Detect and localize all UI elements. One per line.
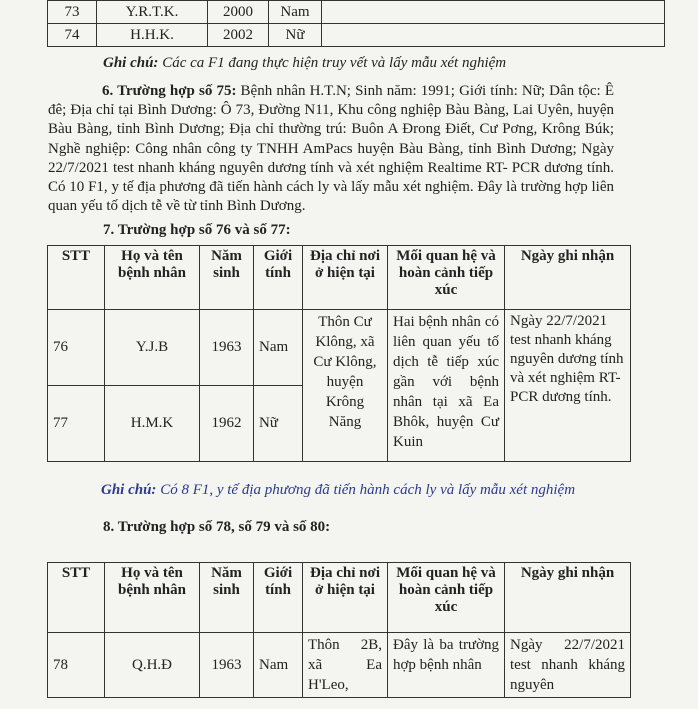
table-row: [48, 310, 631, 386]
case-75-title: 6. Trường hợp số 75:: [102, 83, 237, 99]
cell-name: H.H.K.: [97, 24, 208, 47]
case-75-text: Bệnh nhân H.T.N; Sinh năm: 1991; Giới tính: Nữ; Dân tộc: Ê đê; Địa chỉ tại Bình Dương: Ô 73, Đường N11, Khu công nghiệp Bàu Bàng, Lai Uyên, huyện Bàu Bàng, tỉnh Bình Dương; Địa chỉ thường trú: Buôn A Đrong Điết, Cư Pơng, Krông Búk; Nghề nghiệp: Công nhân công ty TNHH AmPacs huyện Bàu Bàng, tỉnh Bình Dương; Ngày 22/7/2021 test nhanh kháng nguyên dương tính và xét nghiệm Realtime RT- PCR dương tính. Có 10 F1, y tế địa phương đã tiến hành cách ly và lấy mẫu xét nghiệm. Đây là trường hợp liên quan yếu tố dịch tễ về từ tỉnh Bình Dương.: [48, 83, 614, 215]
note-text: Các ca F1 đang thực hiện truy vết và lấy mẫu xét nghiệm: [162, 55, 507, 71]
note-text: Có 8 F1, y tế địa phương đã tiến hành cách ly và lấy mẫu xét nghiệm: [160, 482, 576, 498]
cell-name: H.M.K: [105, 386, 200, 462]
cell-sex: Nữ: [269, 24, 322, 47]
cell-name: Q.H.Đ: [105, 633, 200, 698]
note-label: Ghi chú:: [103, 55, 159, 71]
cell-date: Ngày 22/7/2021 test nhanh kháng nguyên: [505, 633, 631, 698]
cell-sex: Nam: [254, 310, 303, 386]
table-header-row: [48, 563, 631, 633]
top-table: [47, 0, 665, 47]
cell-stt: 77: [48, 386, 105, 462]
header-year: Năm sinh: [200, 563, 254, 633]
cell-sex: Nam: [269, 1, 322, 24]
header-stt: STT: [48, 563, 105, 633]
cell-sex: Nữ: [254, 386, 303, 462]
table-row: [48, 24, 665, 47]
header-stt: STT: [48, 246, 105, 310]
header-name: Họ và tên bệnh nhân: [105, 563, 200, 633]
cell-relation: Đây là ba trường hợp bệnh nhân: [388, 633, 505, 698]
cell-date: Ngày 22/7/2021 test nhanh kháng nguyên dương tính và xét nghiệm RT- PCR dương tính.: [505, 310, 631, 462]
section-8-title: 8. Trường hợp số 78, số 79 và số 80:: [103, 519, 331, 535]
section-7-title: 7. Trường hợp số 76 và số 77:: [103, 222, 291, 238]
header-name: Họ và tên bệnh nhân: [105, 246, 200, 310]
cell-address: Thôn Cư Klông, xã Cư Klông, huyện Krông Năng: [303, 310, 388, 462]
cell-stt: 73: [48, 1, 97, 24]
header-address: Địa chỉ nơi ở hiện tại: [303, 563, 388, 633]
table-row: [48, 1, 665, 24]
cell-extra: [322, 1, 665, 24]
cell-address: Thôn 2B, xã Ea H'Leo,: [303, 633, 388, 698]
note-2: [101, 482, 575, 499]
table-case-78-80: [47, 562, 631, 698]
cell-stt: 78: [48, 633, 105, 698]
cell-year: 1963: [200, 633, 254, 698]
header-date: Ngày ghi nhận: [505, 563, 631, 633]
cell-year: 2000: [208, 1, 269, 24]
case-75-paragraph: [48, 82, 614, 216]
header-address: Địa chỉ nơi ở hiện tại: [303, 246, 388, 310]
table-header-row: [48, 246, 631, 310]
cell-year: 1963: [200, 310, 254, 386]
header-year: Năm sinh: [200, 246, 254, 310]
cell-sex: Nam: [254, 633, 303, 698]
cell-year: 2002: [208, 24, 269, 47]
header-date: Ngày ghi nhận: [505, 246, 631, 310]
cell-extra: [322, 24, 665, 47]
note-1: [103, 55, 506, 72]
header-relation: Mối quan hệ và hoàn cảnh tiếp xúc: [388, 246, 505, 310]
header-sex: Giới tính: [254, 563, 303, 633]
cell-name: Y.J.B: [105, 310, 200, 386]
cell-name: Y.R.T.K.: [97, 1, 208, 24]
cell-stt: 76: [48, 310, 105, 386]
cell-year: 1962: [200, 386, 254, 462]
header-relation: Mối quan hệ và hoàn cảnh tiếp xúc: [388, 563, 505, 633]
note-label: Ghi chú:: [101, 482, 157, 498]
header-sex: Giới tính: [254, 246, 303, 310]
cell-relation: Hai bệnh nhân có liên quan yếu tố dịch tễ tiếp xúc gần với bệnh nhân tại xã Ea Bhôk, huyện Cư Kuin: [388, 310, 505, 462]
table-case-76-77: [47, 245, 631, 462]
cell-stt: 74: [48, 24, 97, 47]
table-row: [48, 633, 631, 698]
